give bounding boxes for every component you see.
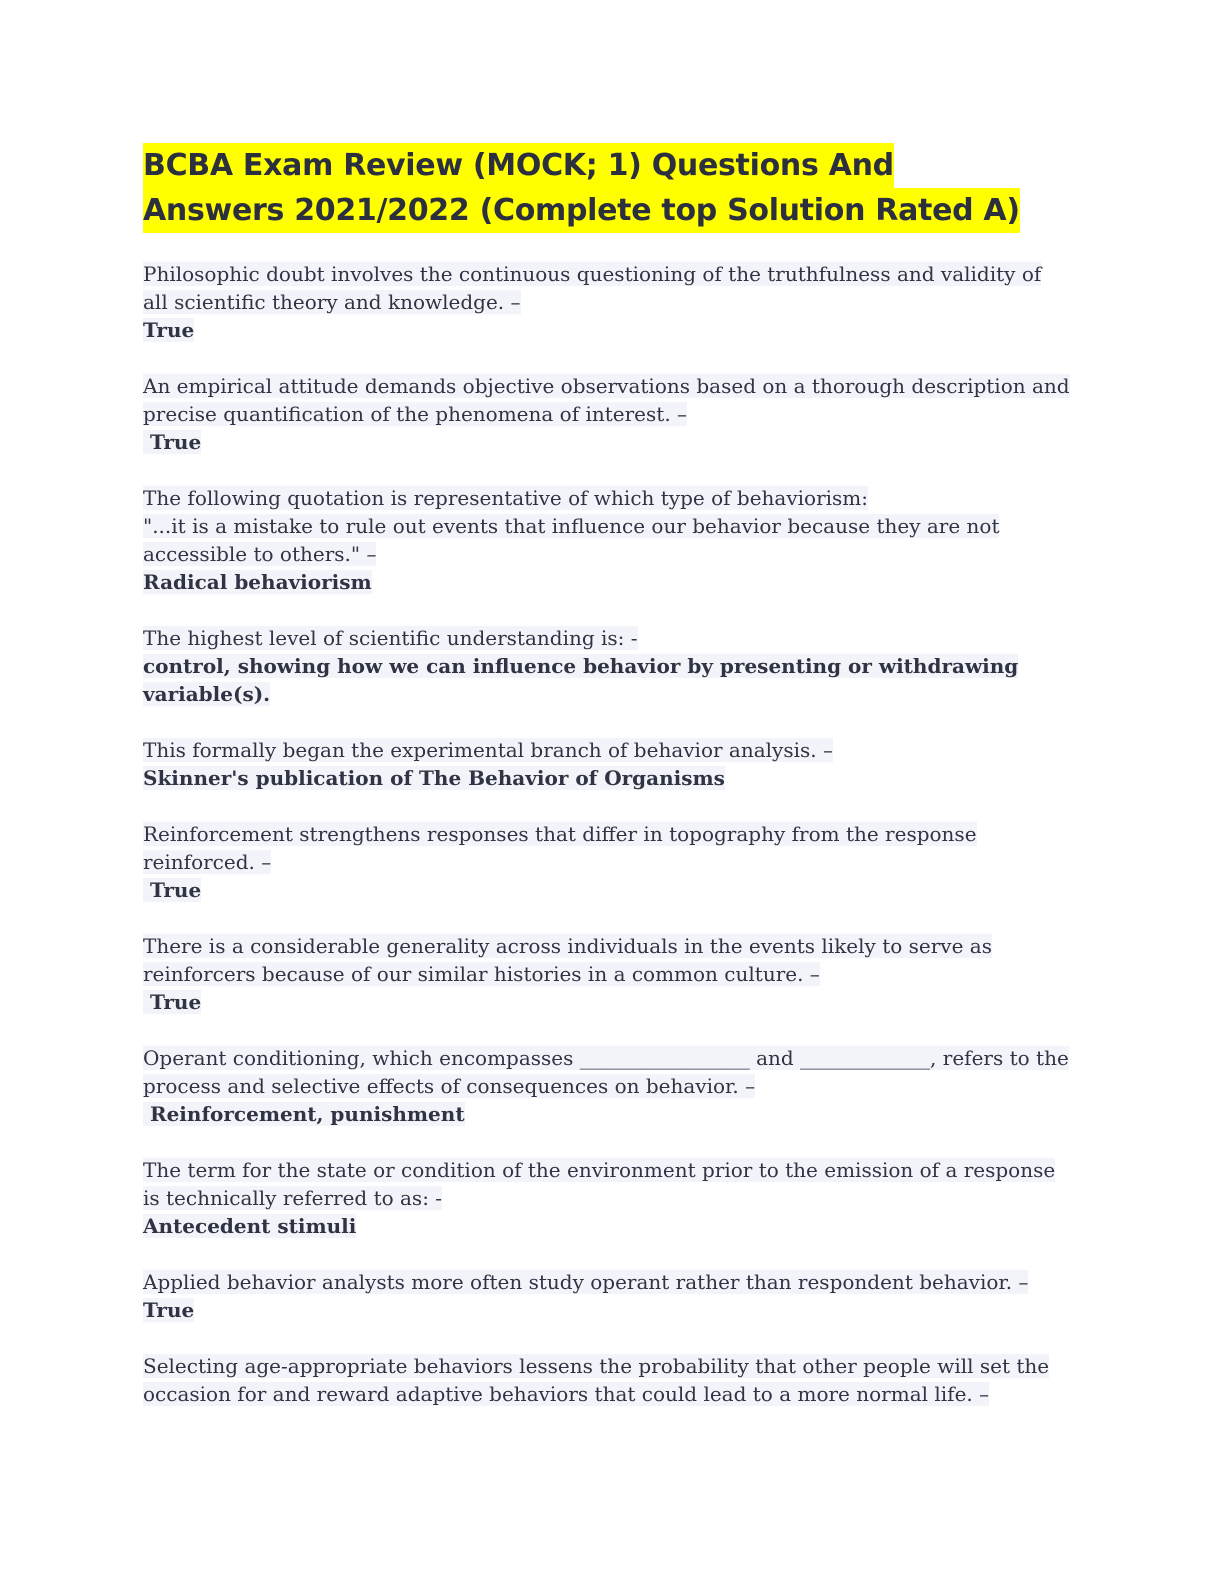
answer-line-row: [143, 428, 1083, 456]
question-text: reinforcers because of our similar histories in a common culture. –: [143, 962, 820, 986]
question-line-row: [143, 960, 1083, 988]
answer-text: Skinner's publication of The Behavior of Organisms: [143, 766, 725, 790]
question-text: "...it is a mistake to rule out events that influence our behavior because they are not: [143, 514, 1000, 538]
question-line-row: [143, 400, 1083, 428]
qa-item: [143, 372, 1083, 456]
question-line-row: [143, 372, 1083, 400]
qa-item: [143, 820, 1083, 904]
answer-line-row: [143, 1100, 1083, 1128]
question-text: accessible to others." –: [143, 542, 377, 566]
answer-line-row: [143, 680, 1083, 708]
answer-text: True: [143, 878, 202, 902]
question-text: is technically referred to as: -: [143, 1186, 443, 1210]
qa-item: [143, 932, 1083, 1016]
question-line-row: [143, 260, 1083, 288]
answer-text: True: [143, 430, 202, 454]
answer-line-row: [143, 988, 1083, 1016]
question-text: Reinforcement strengthens responses that differ in topography from the response: [143, 822, 977, 846]
question-line-row: [143, 288, 1083, 316]
question-line-row: [143, 820, 1083, 848]
qa-item: [143, 1044, 1083, 1128]
question-line-row: [143, 848, 1083, 876]
qa-item: [143, 624, 1083, 708]
qa-item: [143, 1268, 1083, 1324]
answer-text: True: [143, 990, 202, 1014]
answer-line-row: [143, 764, 1083, 792]
question-text: process and selective effects of consequences on behavior. –: [143, 1074, 756, 1098]
answer-text: Antecedent stimuli: [143, 1214, 357, 1238]
document-page: [143, 143, 1083, 1436]
answer-text: Radical behaviorism: [143, 570, 372, 594]
qa-item: [143, 260, 1083, 344]
qa-item: [143, 736, 1083, 792]
question-text: There is a considerable generality across individuals in the events likely to serve as: [143, 934, 992, 958]
question-text: An empirical attitude demands objective observations based on a thorough description and: [143, 374, 1070, 398]
question-text: all scientific theory and knowledge. –: [143, 290, 521, 314]
question-line-row: [143, 1044, 1083, 1072]
question-line-row: [143, 624, 1083, 652]
answer-text: True: [143, 1298, 195, 1322]
question-line-row: [143, 1072, 1083, 1100]
question-line-row: [143, 484, 1083, 512]
question-line-row: [143, 1268, 1083, 1296]
title-line: Answers 2021/2022 (Complete top Solution Rated A): [143, 188, 1020, 233]
answer-line-row: [143, 876, 1083, 904]
document-title: [143, 143, 1083, 233]
question-line-row: [143, 1156, 1083, 1184]
answer-text: control, showing how we can influence behavior by presenting or withdrawing: [143, 654, 1019, 678]
answer-line-row: [143, 1212, 1083, 1240]
question-line-row: [143, 540, 1083, 568]
qa-item: [143, 484, 1083, 596]
question-line-row: [143, 512, 1083, 540]
answer-line-row: [143, 568, 1083, 596]
question-line-row: [143, 1380, 1083, 1408]
answer-line-row: [143, 1296, 1083, 1324]
qa-item: [143, 1156, 1083, 1240]
question-text: This formally began the experimental branch of behavior analysis. –: [143, 738, 833, 762]
qa-item: [143, 1352, 1083, 1408]
question-text: The highest level of scientific understanding is: -: [143, 626, 638, 650]
question-answer-list: [143, 260, 1083, 1408]
question-text: The term for the state or condition of the environment prior to the emission of a response: [143, 1158, 1056, 1182]
question-text: Philosophic doubt involves the continuous questioning of the truthfulness and validity of: [143, 262, 1042, 286]
question-text: reinforced. –: [143, 850, 272, 874]
answer-text: Reinforcement, punishment: [143, 1102, 465, 1126]
question-line-row: [143, 932, 1083, 960]
question-text: precise quantification of the phenomena of interest. –: [143, 402, 688, 426]
question-line-row: [143, 1184, 1083, 1212]
question-text: Operant conditioning, which encompasses _________________ and _____________, refers to the: [143, 1046, 1069, 1070]
question-text: Applied behavior analysts more often study operant rather than respondent behavior. –: [143, 1270, 1029, 1294]
question-line-row: [143, 736, 1083, 764]
answer-text: True: [143, 318, 195, 342]
question-line-row: [143, 1352, 1083, 1380]
question-text: The following quotation is representative of which type of behaviorism:: [143, 486, 868, 510]
question-text: Selecting age-appropriate behaviors lessens the probability that other people will set the: [143, 1354, 1050, 1378]
answer-text: variable(s).: [143, 682, 271, 706]
title-line: BCBA Exam Review (MOCK; 1) Questions And: [143, 143, 894, 188]
answer-line-row: [143, 316, 1083, 344]
answer-line-row: [143, 652, 1083, 680]
question-text: occasion for and reward adaptive behaviors that could lead to a more normal life. –: [143, 1382, 990, 1406]
